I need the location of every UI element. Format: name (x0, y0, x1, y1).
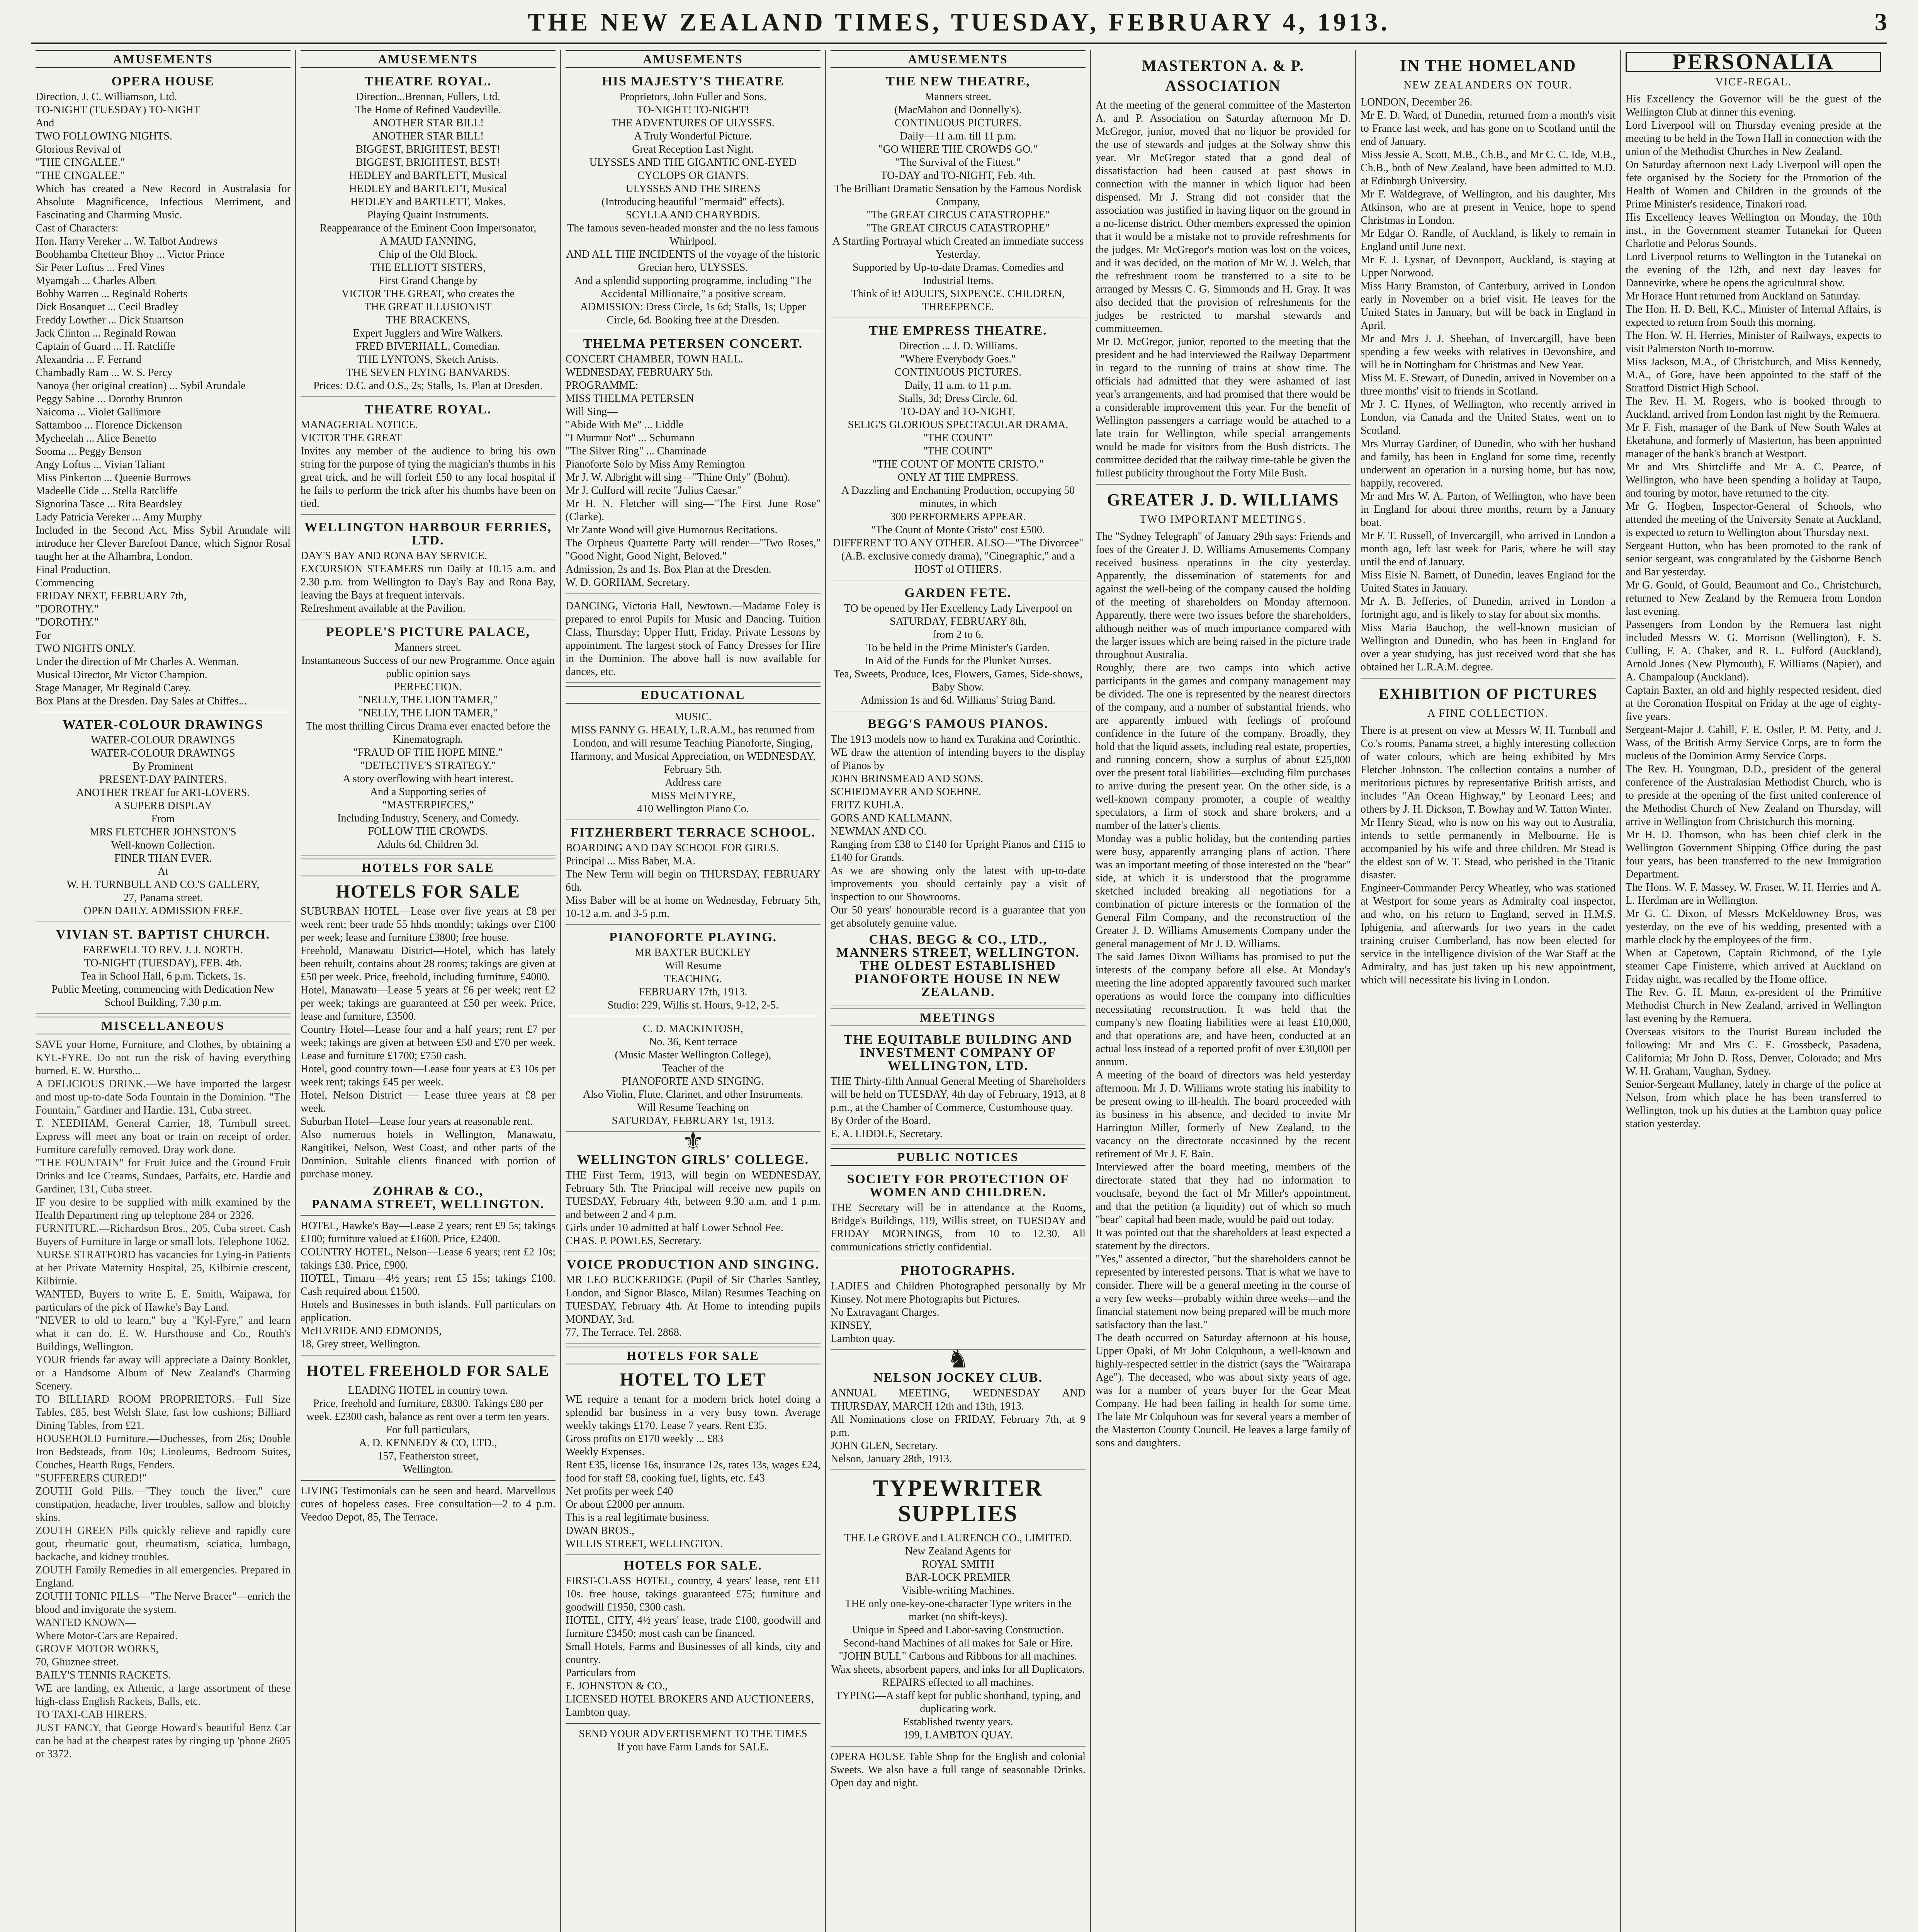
peoples-picture-palace-ad (301, 622, 556, 855)
send-advertisement: SEND YOUR ADVERTISEMENT TO THE TIMES If you have Farm Lands for SALE. (579, 1728, 807, 1753)
ad-title: WATER-COLOUR DRAWINGS (62, 718, 264, 732)
petersen-concert-ad (566, 334, 821, 594)
jockey-horse-icon: ♞ (947, 1345, 969, 1373)
society-notice (831, 1170, 1086, 1258)
ad-title: GARDEN FETE. (904, 586, 1012, 600)
ad-body: Direction...Brennan, Fullers, Ltd. The Home of Refined Vaudeville. ANOTHER STAR BILL! ANOTHER STAR BILL! BIGGEST, BRIGHTEST, BEST! BIGGEST, BRIGHTEST, BEST! HEDLEY and BARTLETT, Musical HEDLEY and BARTLETT, Musical HEDLEY and BARTLETT, Mokes. Playing Quaint Instruments. Reappearance of the Eminent Coon Impersonator, A MAUD FANNING, Chip of the Old Block. THE ELLIOTT SISTERS, First Grand Change by VICTOR THE GREAT, who creates the THE GREAT ILLUSIONIST THE BRACKENS, Expert Jugglers and Wire Walkers. FRED BIVERHALL, Comedian. THE LYNTONS, Sketch Artists. THE SEVEN FLYING BANVARDS. Prices: D.C. and O.S., 2s; Stalls, 1s. Plan at Dresden. (313, 91, 543, 392)
ad-title: THE NEW THEATRE, (886, 74, 1030, 88)
ad-body: CONCERT CHAMBER, TOWN HALL. WEDNESDAY, FEBRUARY 5th. PROGRAMME: MISS THELMA PETERSEN Will Sing— "Abide With Me" ... Liddle "I Murmur Not" ... Schumann "The Silver Ring" ... Chaminade Pianoforte Solo by Miss Amy Remington Mr J. W. Albright will sing—"Thine Only" (Bohm). Mr J. Culford will recite "Julius Caesar." Mr H. N. Fletcher will sing—"The First June Rose" (Clarke). Mr Zante Wood will give Humorous Recitations. The Orpheus Quartette Party will render—"Two Roses," "Good Night, Good Night, Beloved." Admission, 2s and 1s. Box Plan at the Dresden. W. D. GORHAM, Secretary. (566, 353, 821, 588)
divider (301, 1215, 556, 1216)
ad-body: THE Thirty-fifth Annual General Meeting of Shareholders will be held on TUESDAY, 4th day of February, 1913, at 8 p.m., at the Chamber of Commerce, Customhouse quay. By Order of the Board. E. A. LIDDLE, Secretary. (831, 1075, 1086, 1140)
ad-body: THE First Term, 1913, will begin on WEDNESDAY, February 5th. The Principal will receive new pupils on TUESDAY, February 4th, between 9.30 a.m. and 1 p.m. and between 2 and 4 p.m. Girls under 10 admitted at half Lower School Fee. CHAS. P. POWLES, Secretary. (566, 1169, 821, 1247)
column-7 (1621, 50, 1886, 1932)
freehold-body: LEADING HOTEL in country town. Price, freehold and furniture, £8300. Takings £80 per week. £2300 cash, balance as rent over a term ten years. For full particulars, A. D. KENNEDY & CO, LTD., 157, Featherston street, Wellington. (306, 1384, 550, 1475)
section-heading-amusements: AMUSEMENTS (36, 50, 291, 68)
article-subtitle: TWO IMPORTANT MEETINGS. (1140, 514, 1306, 526)
ad-body: THE Secretary will be in attendance at the Rooms, Bridge's Buildings, 119, Willis street, on TUESDAY and FRIDAY MORNINGS, from 10 to 12.30. All communications strictly confidential. (831, 1202, 1086, 1253)
ad-title: VIVIAN ST. BAPTIST CHURCH. (56, 927, 270, 942)
divider (831, 1746, 1086, 1747)
garden-fete-ad (831, 583, 1086, 711)
girls-college-ad (566, 1150, 821, 1252)
ad-body: Manners street. (MacMahon and Donnelly's). CONTINUOUS PICTURES. Daily—11 a.m. till 11 p.m. "GO WHERE THE CROWDS GO." "The Survival of the Fittest." TO-DAY and TO-NIGHT, Feb. 4th. The Brilliant Dramatic Sensation by the Famous Nordisk Company, "The GREAT CIRCUS CATASTROPHE" "The GREAT CIRCUS CATASTROPHE" A Startling Portrayal which Created an immediate success Yesterday. Supported by Up-to-date Dramas, Comedies and Industrial Items. Think of it! ADULTS, SIXPENCE. CHILDREN, THREEPENCE. (832, 91, 1084, 313)
ad-title: WELLINGTON HARBOUR FERRIES, LTD. (304, 520, 552, 548)
theatre-royal-notice (301, 400, 556, 515)
article-subtitle: A FINE COLLECTION. (1427, 707, 1549, 719)
article-title-personalia: PERSONALIA (1626, 52, 1881, 72)
hotel-to-let-heading: HOTEL TO LET (620, 1369, 766, 1390)
ad-body: C. D. MACKINTOSH, No. 36, Kent terrace (Music Master Wellington College), Teacher of the PIANOFORTE AND SINGING. Also Violin, Flute, Clarinet, and other Instruments. Will Resume Teaching on SATURDAY, FEBRUARY 1st, 1913. (583, 1023, 804, 1127)
ad-body: DANCING, Victoria Hall, Newtown.—Madame Foley is prepared to enrol Pupils for Music and Dancing. Tuition Class, Thursday; Upper Hutt, Friday. Private Lessons by appointment. The largest stock of Fancy Dresses for Hire in the Dominion. The above hall is now available for dances, etc. (566, 600, 821, 678)
divider (1361, 678, 1616, 679)
his-majestys-ad (566, 72, 821, 331)
divider (566, 1554, 821, 1555)
article-title-exhibition: EXHIBITION OF PICTURES (1378, 685, 1598, 702)
article-body-greater-williams: The "Sydney Telegraph" of January 29th says: Friends and foes of the Greater J. D. Williams Amusements Company received business operations in the city yesterday. Apparently, the dissemination of statements for and against the well-being of the company caused the holding of the meeting of shareholders on Monday afternoon. Apparently, there were two issues before the shareholders, although neither was of much importance compared with the larger issues which are being raised in the picture trade throughout Australia. Roughly, there are two camps into which active participants in the games and company management may be divided. The one is represented by the nearest directors of the company, and a number of substantial friends, who are apparently imbued with feelings of profound confidence in the future of the company. Broadly, they hold that the liquid assets, including real estate, properties, and running concern, show a surplus of about £25,000 over the present total liabilities—excluding film purchases to arrive during the present year. On the other side, is a well-known company promoter, a couple of wealthy speculators, a firm of stock and share brokers, and a number of the latter's clients. Monday was a public holiday, but the contending parties were busy, apparently arranging plans of action. There was an important meeting of those interested on the "bear" side, at which it is understood that the programme sketched included breaking all negotiations for a combination of picture interests or the formation of the General Film Company, and the reconstruction of the Greater J. D. Williams Amusements Company under the general management of Mr J. D. Williams. The said James Dixon Williams has promised to put the interests of the company before all else. At Monday's meeting the line adopted apparently favoured such market operations as would force the company into difficulties necessitating reconstruction. It was held that the company's new floating liabilities were at least £10,000, and that operations are, and have been, conducted at an actual loss instead of a reported profit of over £30,000 per annum. A meeting of the board of directors was held yesterday afternoon. Mr J. D. Williams wrote stating his inability to be present owing to ill-health. The board proceeded with its business in his absence, and decided to invite Mr Harrington Miller, formerly of New Zealand, to the vacancy on the directorate occasioned by the recent retirement of Mr J. F. Bain. Interviewed after the board meeting, members of the directorate stated that they had no information to vouchsafe, beyond the fact of Mr Miller's appointment, and that the petition (a liquidity) out of which so much "bear" capital had been made, would be paid out today. It was pointed out that the shareholders at least expected a statement by the directors. "Yes," assented a director, "but the shareholders cannot be represented by interested persons. That is what we have to consider. There will be a general meeting in the course of a very few weeks—probably within three weeks—and the financial statement now being prepared will be much more satisfactory than the last." The death occurred on Saturday afternoon at his house, Upper Opaki, of Mr John Colquhoun, a well-known and highly-respected settler in the district (says the "Wairarapa Age"). The deceased, who was about sixty years of age, was for a number of years buyer for the Gear Meat Company. He had been failing in health for some time. The late Mr Colquhoun was for several years a member of the Masterton County Council. He leaves a large family of sons and daughters. (1096, 531, 1351, 1449)
ad-body: MUSIC. MISS FANNY G. HEALY, L.R.A.M., has returned from London, and will resume Teaching Pianoforte, Singing, Harmony, and Musical Appreciation, on WEDNESDAY, February 5th. Address care MISS McINTYRE, 410 Wellington Piano Co. (571, 711, 815, 815)
begg-company-name: CHAS. BEGG & CO., LTD., MANNERS STREET, WELLINGTON. THE OLDEST ESTABLISHED PIANOFORTE HOUSE IN NEW ZEALAND. (836, 932, 1080, 999)
zohrab-co: ZOHRAB & CO., PANAMA STREET, WELLINGTON. (311, 1184, 545, 1211)
mackintosh-ad (566, 1019, 821, 1132)
hotels-for-sale-heading: HOTELS FOR SALE (335, 881, 521, 902)
ad-title: PIANOFORTE PLAYING. (609, 930, 777, 944)
pianoforte-ad (566, 928, 821, 1016)
divider (301, 1480, 556, 1481)
dancing-ad (566, 597, 821, 683)
column-2 (296, 50, 561, 1932)
ad-body: MANAGERIAL NOTICE. VICTOR THE GREAT Invites any member of the audience to bring his own string for the purpose of tying the magician's thumbs in his great trick, and he will forfeit £50 to any local hospital if he fails to perform the trick after his thumbs have been on tied. (301, 419, 556, 510)
article-subtitle: VICE-REGAL. (1715, 76, 1792, 88)
section-heading-meetings: MEETINGS (831, 1009, 1086, 1026)
article-subtitle: NEW ZEALANDERS ON TOUR. (1403, 79, 1573, 91)
fitzherbert-school-ad (566, 823, 821, 925)
masthead-title: THE NEW ZEALAND TIMES, TUESDAY, FEBRUARY 4, 1913. (528, 8, 1390, 36)
ad-title: BEGG'S FAMOUS PIANOS. (868, 717, 1048, 731)
classified-listings: SAVE your Home, Furniture, and Clothes, by obtaining a KYL-FYRE. Do not run the risk of having everything burned. E. W. Hurstho... A DELICIOUS DRINK.—We have imported the largest and most up-to-date Soda Fountain in the Dominion. "The Fountain," Gardiner and Hardie. 131, Cuba street. T. NEEDHAM, General Carrier, 18, Turnbull street. Express will meet any boat or train on receipt of order. Furniture carefully removed. Dray work done. "THE FOUNTAIN" for Fruit Juice and the Ground Fruit Drinks and Ice Creams, Sundaes, Parfaits, etc. Hardie and Gardiner, 131, Cuba street. IF you desire to be supplied with milk examined by the Health Department ring up telephone 284 or 2326. FURNITURE.—Richardson Bros., 205, Cuba street. Cash Buyers of Furniture in large or small lots. Telephone 1062. NURSE STRATFORD has vacancies for Lying-in Patients at her Private Maternity Hospital, 25, Kilbirnie crescent, Kilbirnie. WANTED, Buyers to write E. E. Smith, Waipawa, for particulars of the pick of Hawke's Bay Land. "NEVER to old to learn," buy a "Kyl-Fyre," and learn what it can do. E. W. Hursthouse and Co., Routh's Buildings, Wellington. YOUR friends far away will appreciate a Dainty Booklet, or a Handsome Album of New Zealand's Charming Scenery. TO BILLIARD ROOM PROPRIETORS.—Full Size Tables, £85, best Welsh Slate, fast low cushions; Billiard Dining Tables, from £21. HOUSEHOLD Furniture.—Duchesses, from 26s; Double Iron Bedsteads, from 10s; Linoleums, Bedroom Suites, Couches, Hearth Rugs, Fenders. "SUFFERERS CURED!" ZOUTH Gold Pills.—"They touch the liver," cure constipation, headache, liver troubles, sallow and blotchy skins. ZOUTH GREEN Pills quickly relieve and rapidly cure gout, rheumatic gout, rheumatism, sciatica, lumbago, backache, and kidney troubles. ZOUTH Family Remedies in all emergencies. Prepared in England. ZOUTH TONIC PILLS—"The Nerve Bracer"—enrich the blood and invigorate the system. WANTED KNOWN— Where Motor-Cars are Repaired. GROVE MOTOR WORKS, 70, Ghuznee street. BAILY'S TENNIS RACKETS. WE are landing, ex Athenic, a large assortment of these high-class English Rackets, Balls, etc. TO TAXI-CAB HIRERS. JUST FANCY, that George Howard's beautiful Benz Car can be had at the cheapest rates by ringing up 'phone 2605 or 3372. (36, 1039, 291, 1760)
ad-title: NELSON JOCKEY CLUB. (873, 1371, 1043, 1385)
typewriter-body: THE Le GROVE and LAURENCH CO., LIMITED. New Zealand Agents for ROYAL SMITH BAR-LOCK PREMIER Visible-writing Machines. THE only one-key-one-character Type writers in the market (no shift-keys). Unique in Speed and Labor-saving Construction. Second-hand Machines of all makes for Sale or Hire. "JOHN BULL" Carbons and Ribbons for all machines. Wax sheets, absorbent papers, and inks for all Duplicators. REPAIRS effected to all machines. TYPING—A staff kept for public shorthand, typing, and duplicating work. Established twenty years. 199, LAMBTON QUAY. (831, 1532, 1085, 1741)
music-ad (566, 707, 821, 820)
ad-body: Manners street. Instantaneous Success of our new Programme. Once again public opinion says PERFECTION. "NELLY, THE LION TAMER," "NELLY, THE LION TAMER," The most thrilling Circus Drama ever enacted before the Kinematograph. "FRAUD OF THE HOPE MINE." "DETECTIVE'S STRATEGY." A story overflowing with heart interest. And a Supporting series of "MASTERPIECES," Including Industry, Scenery, and Comedy. FOLLOW THE CROWDS. Adults 6d, Children 3d. (301, 641, 555, 850)
equitable-meeting-ad (831, 1030, 1086, 1145)
ad-title: FITZHERBERT TERRACE SCHOOL. (570, 825, 816, 840)
divider (1096, 484, 1351, 485)
ad-body: Proprietors, John Fuller and Sons. TO-NIGHT! TO-NIGHT! THE ADVENTURES OF ULYSSES. A Truly Wonderful Picture. Great Reception Last Night. ULYSSES AND THE GIGANTIC ONE-EYED CYCLOPS OR GIANTS. ULYSSES AND THE SIRENS (Introducing beautiful "mermaid" effects). SCYLLA AND CHARYBDIS. The famous seven-headed monster and the no less famous Whirlpool. AND ALL THE INCIDENTS of the voyage of the historic Grecian hero, ULYSSES. And a splendid supporting programme, including "The Accidental Millionaire," a positive scream. ADMISSION: Dress Circle, 1s 6d; Stalls, 1s; Upper Circle, 6d. Booking free at the Dresden. (566, 91, 820, 326)
ad-body: LADIES and Children Photographed personally by Mr Kinsey. Not mere Photographs but Pictures. No Extravagant Charges. KINSEY, Lambton quay. (831, 1280, 1086, 1345)
empress-theatre-ad (831, 321, 1086, 580)
hotel-freehold-heading: HOTEL FREEHOLD FOR SALE (306, 1362, 550, 1379)
ad-title: SOCIETY FOR PROTECTION OF WOMEN AND CHILDREN. (847, 1172, 1069, 1199)
ad-title: HIS MAJESTY'S THEATRE (602, 74, 784, 88)
ad-body: BOARDING AND DAY SCHOOL FOR GIRLS. Principal ... Miss Baber, M.A. The New Term will begin on THURSDAY, FEBRUARY 6th. Miss Baber will be at home on Wednesday, February 5th, 10-12 a.m. and 3-5 p.m. (566, 842, 821, 920)
new-theatre-ad (831, 72, 1086, 318)
article-body-exhibition: There is at present on view at Messrs W. H. Turnbull and Co.'s rooms, Panama street, a highly interesting collection of water colours, which are being exhibited by Mrs Fletcher Johnston. The collection contains a number of meritorious pictures by representative British artists, and includes "An Ocean Highway," by Leonard Lees; and others by J. H. Dickson, T. Bowhay and W. Tatton Winter. Mr Henry Stead, who is now on his way out to Australia, intends to settle permanently in Melbourne. He is accompanied by his wife and three children. Mr Stead is the eldest son of W. T. Stead, who perished in the Titanic disaster. Engineer-Commander Percy Wheatley, who was stationed at Westport for some years as Admiralty coal inspector, and who, on his return to England, served in H.M.S. Iphigenia, and afterwards for two years in the cadet training cruiser Cumberland, has now been elected for service in the intelligence division of the War Staff at the Admiralty, and has just taken up his new appointment, which will necessitate his living in London. (1361, 724, 1616, 986)
hotels-listings: SUBURBAN HOTEL—Lease over five years at £8 per week rent; beer trade 55 hhds monthly; takings over £100 per week; lease and furniture £3800; free house. Freehold, Manawatu District—Hotel, which has lately been rebuilt, contains about 28 rooms; takings are given at £50 per week. Price, freehold, including furniture, £4000. Hotel, Manawatu—Lease 5 years at £6 per week; rent £2 per week; takings are guaranteed at £50 per week. Price, lease and furniture, £3500. Country Hotel—Lease four and a half years; rent £7 per week; takings are given at between £50 and £70 per week. Lease and furniture £1700; £750 cash. Hotel, good country town—Lease four years at £3 10s per week rent; takings £45 per week. Hotel, Nelson District — Lease three years at £8 per week. Suburban Hotel—Lease four years at reasonable rent. Also numerous hotels in Wellington, Manawatu, Rangitikei, Nelson, West Coast, and other parts of the Dominion. Suitable clients financed with portion of purchase money. (301, 905, 556, 1180)
ad-body: ANNUAL MEETING, WEDNESDAY AND THURSDAY, MARCH 12th and 13th, 1913. All Nominations close on FRIDAY, February 7th, at 9 p.m. JOHN GLEN, Secretary. Nelson, January 28th, 1913. (831, 1387, 1086, 1465)
article-body-homeland: LONDON, December 26. Mr E. D. Ward, of Dunedin, returned from a month's visit to France last week, and has gone on to Scotland until the end of January. Miss Jessie A. Scott, M.B., Ch.B., and Mr C. C. Ide, M.B., Ch.B., both of New Zealand, have been admitted to M.D. at Edinburgh University. Mr F. Waldegrave, of Wellington, and his daughter, Mrs Atkinson, who are at present in Venice, hope to spend Christmas in London. Mr Edgar O. Randle, of Auckland, is likely to remain in England until June next. Mr F. J. Lysnar, of Devonport, Auckland, is staying at Upper Norwood. Miss Harry Bramston, of Canterbury, arrived in London early in November on a brief visit. He leaves for the United States in January, but will be back in England in April. Mr and Mrs J. J. Sheehan, of Invercargill, have been spending a few weeks with relatives in Devonshire, and will be in Nottingham for Christmas and New Year. Miss M. E. Stewart, of Dunedin, arrived in November on a three months' visit to friends in Scotland. Mr J. C. Hynes, of Wellington, who recently arrived in London, via Canada and the United States, went on to Scotland. Mrs Murray Gardiner, of Dunedin, who with her husband and family, has been in England for some time, recently underwent an operation in a nursing home, but has now, happily, recovered. Mr and Mrs W. A. Parton, of Wellington, who have been in England for about three months, return by a January boat. Mr F. T. Russell, of Invercargill, who arrived in London a month ago, left last week for Paris, where he will stay until the end of January. Miss Elsie N. Barnett, of Dunedin, leaves England for the United States in January. Mr A. B. Jefferies, of Dunedin, arrived in London a fortnight ago, and is likely to stay for about six months. Miss Maria Bauchop, the well-known musician of Wellington and Dunedin, who has been in England for over a year studying, has just received word that she has obtained her L.R.A.M. degree. (1361, 96, 1616, 673)
section-heading-hotels: HOTELS FOR SALE (566, 1347, 821, 1364)
photographs-ad (831, 1261, 1086, 1350)
opera-shop-ad: OPERA HOUSE Table Shop for the English and colonial Sweets. We also have a full range of seasonable Drinks. Open day and night. (831, 1751, 1086, 1789)
nelson-jockey-ad (831, 1368, 1086, 1470)
article-title-greater-williams: GREATER J. D. WILLIAMS (1107, 490, 1339, 509)
ad-title: THEATRE ROYAL. (364, 402, 492, 417)
begg-pianos-ad (831, 714, 1086, 1005)
college-crest-icon: ⚜ (682, 1128, 704, 1155)
watercolour-ad (36, 715, 291, 922)
hotels-for-sale-body: FIRST-CLASS HOTEL, country, 4 years' lease, rent £11 10s. free house, takings guaranteed £75; furniture and goodwill £1950, £300 cash. HOTEL, CITY, 4½ years' lease, trade £100, goodwill and furniture £3450; most cash can be financed. Small Hotels, Farms and Businesses of all kinds, city and country. Particulars from E. JOHNSTON & CO., LICENSED HOTEL BROKERS AND AUCTIONEERS, Lambton quay. (566, 1575, 821, 1718)
ad-title: VOICE PRODUCTION AND SINGING. (566, 1257, 820, 1272)
living-testimonials: LIVING Testimonials can be seen and heard. Marvellous cures of hopeless cases. Free consultation—2 to 4 p.m. Veedoo Depot, 85, The Terrace. (301, 1485, 556, 1523)
section-heading-amusements: AMUSEMENTS (831, 50, 1086, 68)
column-3 (561, 50, 826, 1932)
ad-title: THE EQUITABLE BUILDING AND INVESTMENT COMPANY OF WELLINGTON, LTD. (843, 1032, 1073, 1073)
divider (566, 1723, 821, 1724)
ad-body: TO be opened by Her Excellency Lady Liverpool on SATURDAY, FEBRUARY 8th, from 2 to 6. To be held in the Prime Minister's Garden. In Aid of the Funds for the Plunket Nurses. Tea, Sweets, Produce, Ices, Flowers, Games, Side-shows, Baby Show. Admission 1s and 6d. Williams' String Band. (833, 602, 1083, 706)
ad-title: WELLINGTON GIRLS' COLLEGE. (577, 1153, 809, 1167)
ad-title: PHOTOGRAPHS. (900, 1264, 1016, 1278)
opera-house-ad (36, 72, 291, 712)
typewriter-supplies-heading: TYPEWRITER SUPPLIES (873, 1475, 1043, 1526)
hotels-listings-2: HOTEL, Hawke's Bay—Lease 2 years; rent £9 5s; takings £100; furniture valued at £1600. Price, £2400. COUNTRY HOTEL, Nelson—Lease 6 years; rent £2 10s; takings £30. Price, £900. HOTEL, Timaru—4½ years; rent £5 15s; takings £100. Cash required about £1500. Hotels and Businesses in both islands. Full particulars on application. McILVRIDE AND EDMONDS, 18, Grey street, Wellington. (301, 1220, 556, 1350)
ad-body: FAREWELL TO REV. J. J. NORTH. TO-NIGHT (TUESDAY), FEB. 4th. Tea in School Hall, 6 p.m. Tickets, 1s. Public Meeting, commencing with Dedication New School Building, 7.30 p.m. (51, 944, 275, 1009)
section-heading-educational: EDUCATIONAL (566, 686, 821, 704)
ad-body: Direction ... J. D. Williams. "Where Everybody Goes." CONTINUOUS PICTURES. Daily, 11 a.m. to 11 p.m. Stalls, 3d; Dress Circle, 6d. TO-DAY and TO-NIGHT, SELIG'S GLORIOUS SPECTACULAR DRAMA. "THE COUNT" "THE COUNT" "THE COUNT OF MONTE CRISTO." ONLY AT THE EMPRESS. A Dazzling and Enchanting Production, occupying 50 minutes, in which 300 PERFORMERS APPEAR. "The Count of Monte Cristo" cost £500. DIFFERENT TO ANY OTHER. ALSO—"The Divorcee" (A.B. exclusive comedy drama), "Cinegraphic," and a HOST of OTHERS. (832, 340, 1084, 575)
column-4 (826, 50, 1091, 1932)
ad-title: OPERA HOUSE (111, 74, 215, 88)
section-heading-amusements: AMUSEMENTS (301, 50, 556, 68)
article-body-masterton: At the meeting of the general committee of the Masterton A. and P. Association on Saturday afternoon Mr D. McGregor, junior, moved that no liquor be provided for the use of stewards and judges at the Solway show this year. Mr McGregor stated that a good deal of dissatisfaction had been caused at past shows in connection with the manner in which liquor had been dispensed. Mr J. Strang did not consider that the association was justified in having liquor on the ground in a no-license district. Other members expressed the opinion that it would be a mistake not to provide refreshments for the judges. Mr McGregor's motion was lost on the voices, and it was decided, on the motion of Mr W. J. Welch, that the refreshment room be transferred to a site to be arranged by Messrs C. G. Simmonds and H. Gray. It was also decided that the provision of refreshments for the judges be restricted to marshal stewards and committeemen. Mr D. McGregor, junior, reported to the meeting that the president and he had interviewed the Railway Department in regard to the running of trains at show time. The officials had admitted that they were ashamed of last year's arrangements, and had promised that there would be a considerable improvement this year. For the benefit of Wellington passengers a carriage would be attached to a late train for Wellington, while special arrangements would be made for visitors from the Bush districts. The committee decided that the railway time-table be given the fullest publicity throughout the Forty Mile Bush. (1096, 99, 1351, 479)
ad-body: MR LEO BUCKERIDGE (Pupil of Sir Charles Santley, London, and Signor Blasco, Milan) Resumes Teaching on TUESDAY, February 4th. At Home to intending pupils MONDAY, 3rd. 77, The Terrace. Tel. 2868. (566, 1274, 821, 1338)
ad-body: DAY'S BAY AND RONA BAY SERVICE. EXCURSION STEAMERS run Daily at 10.15 a.m. and 2.30 p.m. from Wellington to Day's Bay and Rona Bay, leaving the Bays at frequent intervals. Refreshment available at the Pavilion. (301, 550, 556, 614)
theatre-royal-ad (301, 72, 556, 397)
ad-body: The 1913 models now to hand ex Turakina and Corinthic. WE draw the attention of intending buyers to the display of Pianos by JOHN BRINSMEAD AND SONS. SCHIEDMAYER AND SOEHNE. FRITZ KUHLA. GORS AND KALLMANN. NEWMAN AND CO. Ranging from £38 to £140 for Upright Pianos and £115 to £140 for Grands. As we are showing only the latest with up-to-date improvements you should certainly pay a visit of inspection to our Showrooms. Our 50 years' honourable record is a guarantee that you get absolutely genuine value. (831, 733, 1086, 929)
hotel-to-let-body: WE require a tenant for a modern brick hotel doing a splendid bar business in a very busy town. Average weekly takings £170. Lease 7 years. Rent £35. Gross profits on £170 weekly ... £83 Weekly Expenses. Rent £35, license 16s, insurance 12s, rates 13s, wages £24, food for staff £8, cooking fuel, lights, etc. £43 Net profits per week £40 Or about £2000 per annum. This is a real legitimate business. DWAN BROS., WILLIS STREET, WELLINGTON. (566, 1393, 821, 1550)
page-number: 3 (1875, 8, 1887, 36)
section-heading-public-notices: PUBLIC NOTICES (831, 1148, 1086, 1166)
article-title-masterton: MASTERTON A. & P. ASSOCIATION (1142, 57, 1305, 94)
ad-body: MR BAXTER BUCKLEY Will Resume TEACHING. FEBRUARY 17th, 1913. Studio: 229, Willis st. Hours, 9-12, 2-5. (607, 947, 779, 1011)
column-6 (1356, 50, 1621, 1932)
ad-body: WATER-COLOUR DRAWINGS WATER-COLOUR DRAWINGS By Prominent PRESENT-DAY PAINTERS. ANOTHER TREAT for ART-LOVERS. A SUPERB DISPLAY From MRS FLETCHER JOHNSTON'S Well-known Collection. FINER THAN EVER. At W. H. TURNBULL AND CO.'S GALLERY, 27, Panama street. OPEN DAILY. ADMISSION FREE. (66, 734, 260, 917)
ad-title: PEOPLE'S PICTURE PALACE, (326, 625, 530, 639)
vivian-church-ad (36, 925, 291, 1014)
section-heading-miscellaneous: MISCELLANEOUS (36, 1017, 291, 1034)
ad-title: HOTELS FOR SALE. (624, 1558, 762, 1573)
voice-production-ad (566, 1255, 821, 1344)
ad-body: Direction, J. C. Williamson, Ltd. TO-NIGHT (TUESDAY) TO-NIGHT And TWO FOLLOWING NIGHTS. Glorious Revival of "THE CINGALEE." "THE CINGALEE." Which has created a New Record in Australasia for Absolute Magnificence, Infectious Merriment, and Fascinating and Charming Music. Cast of Characters: Hon. Harry Vereker ... W. Talbot Andrews Boobhamba Chetteur Bhoy ... Victor Prince Sir Peter Loftus ... Fred Vines Myamgah ... Charles Albert Bobby Warren ... Reginald Roberts Dick Bosanquet ... Cecil Bradley Freddy Lowther ... Dick Stuartson Jack Clinton ... Reginald Rowan Captain of Guard ... H. Ratcliffe Alexandria ... F. Ferrand Chambadly Ram ... W. S. Percy Nanoya (her original creation) ... Sybil Arundale Peggy Sabine ... Dorothy Brunton Naicoma ... Violet Gallimore Sattamboo ... Florence Dickenson Mycheelah ... Alice Benetto Sooma ... Peggy Benson Angy Loftus ... Vivian Taliant Miss Pinkerton ... Queenie Burrows Madeelle Cide ... Stella Ratcliffe Signorina Tasce ... Rita Beardsley Lady Patricia Vereker ... Amy Murphy Included in the Second Act, Miss Sybil Arundale will introduce her Clever Barefoot Dance, which Signor Rosal taught her at the Alhambra, London. Final Production. Commencing FRIDAY NEXT, FEBRUARY 7th, "DOROTHY." "DOROTHY." For TWO NIGHTS ONLY. Under the direction of Mr Charles A. Wenman. Musical Director, Mr Victor Champion. Stage Manager, Mr Reginald Carey. Box Plans at the Dresden. Day Sales at Chiffes... (36, 91, 291, 707)
column-1 (31, 50, 296, 1932)
column-5 (1091, 50, 1356, 1932)
ferries-ad (301, 518, 556, 619)
masthead (31, 8, 1887, 44)
article-title-homeland: IN THE HOMELAND (1400, 56, 1577, 75)
ad-title: THE EMPRESS THEATRE. (869, 323, 1047, 338)
ad-title: THELMA PETERSEN CONCERT. (583, 337, 803, 351)
article-body-personalia: His Excellency the Governor will be the guest of the Wellington Club at dinner this evening. Lord Liverpool will on Thursday evening preside at the meeting to be held in the Town Hall in connection with the union of the Methodist Churches in New Zealand. On Saturday afternoon next Lady Liverpool will open the fete organised by the Society for the Promotion of the Health of Women and Children in the grounds of the Prime Minister's residence, Tinakori road. His Excellency leaves Wellington on Monday, the 10th inst., in the Government steamer Tutanekai for Queen Charlotte and Pelorus Sounds. Lord Liverpool returns to Wellington in the Tutanekai on the evening of the 12th, and next day leaves for Dannevirke, where he opens the agricultural show. Mr Horace Hunt returned from Auckland on Saturday. The Hon. H. D. Bell, K.C., Minister of Internal Affairs, is expected to return from South this morning. The Hon. W. H. Herries, Minister of Railways, expects to visit Palmerston North to-morrow. Miss Jackson, M.A., of Christchurch, and Miss Kennedy, M.A., of Gore, have been appointed to the staff of the Stratford District High School. The Rev. H. M. Rogers, who is booked through to Auckland, arrived from London last night by the Remuera. Mr F. Fish, manager of the Bank of New South Wales at Eketahuna, and formerly of Masterton, has been appointed manager of the bank's branch at Westport. Mr and Mrs Shirtcliffe and Mr A. C. Pearce, of Wellington, who have been spending a holiday at Taupo, and touring by motor, have returned to the city. Mr G. Hogben, Inspector-General of Schools, who attended the meeting of the University Senate at Auckland, is expected to return to Wellington about Thursday next. Sergeant Hutton, who has been promoted to the rank of senior sergeant, was congratulated by the Gisborne Bench and Bar yesterday. Mr G. Gould, of Gould, Beaumont and Co., Christchurch, returned to New Zealand by the Remuera from London last evening. Passengers from London by the Remuera last night included Messrs W. G. Morrison (Wellington), F. S. Culling, F. A. Chaker, and R. L. Fulford (Auckland), Arnold Jones (New Plymouth), F. Williams (Napier), and A. Champaloup (Auckland). Captain Baxter, an old and highly respected resident, died at the Coronation Hospital on Friday at the age of eighty-five years. Sergeant-Major J. Cahill, F. E. Ostler, P. M. Petty, and J. Wass, of the British Army Service Corps, are to form the nucleus of the Dominion Army Service Corps. The Rev. H. Youngman, D.D., president of the general conference of the Australasian Methodist Church, who is to preside at the opening of the first united conference of the Methodist Church of New Zealand on Thursday, will arrive in Wellington from Christchurch this morning. Mr H. D. Thomson, who has been chief clerk in the Wellington Government Shipping Office during the past four years, has been transferred to the new Immigration Department. The Hons. W. F. Massey, W. Fraser, W. H. Herries and A. L. Herdman are in Wellington. Mr G. C. Dixon, of Messrs McKeldowney Bros, was yesterday, on the eve of his wedding, presented with a marble clock by the employees of the firm. When at Capetown, Captain Richmond, of the Lyle steamer Cape Finisterre, which arrived at Auckland on Friday night, was recalled by the Home office. The Rev. G. H. Mann, ex-president of the Primitive Methodist Church in New Zealand, arrived in Wellington last evening by the Remuera. Overseas visitors to the Tourist Bureau included the following: Mr and Mrs C. E. Grossbeck, Pasadena, California; Mr John D. Ross, Denver, Colorado; and Mrs W. H. Graham, Vaughan, Sydney. Senior-Sergeant Mullaney, lately in charge of the police at Nelson, from which place he has been transferred to Wellington, took up his duties at the Lambton quay police station yesterday. (1626, 93, 1881, 1130)
columns (31, 50, 1887, 1932)
section-heading-hotels: HOTELS FOR SALE (301, 859, 556, 876)
section-heading-amusements: AMUSEMENTS (566, 50, 821, 68)
ad-title: THEATRE ROYAL. (364, 74, 492, 88)
